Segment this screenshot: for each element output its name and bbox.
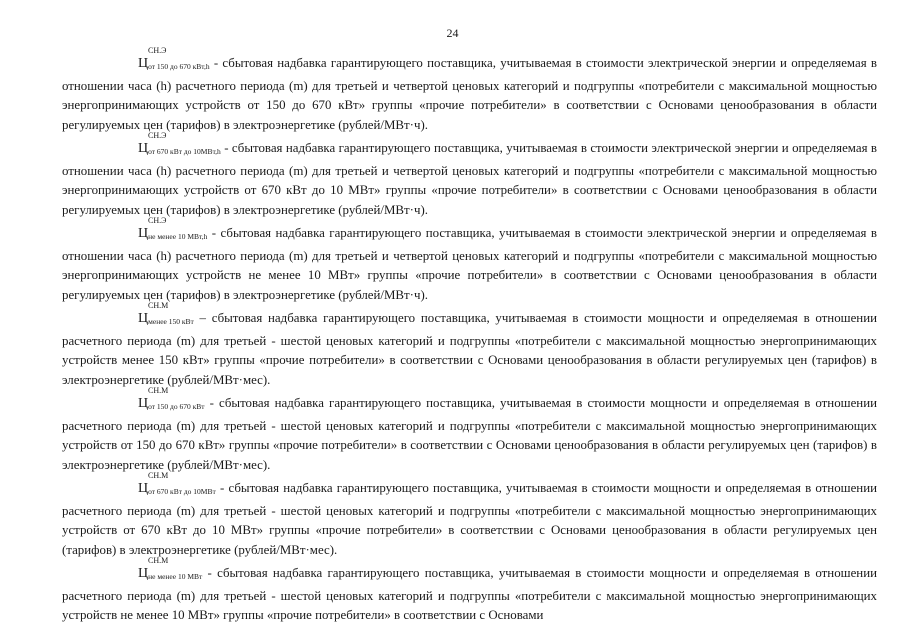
symbol-base: Ц [138,56,149,71]
definition-paragraph [62,46,877,135]
symbol-base: Ц [138,396,149,411]
symbol-subscript: от 150 до 670 кВт,h [148,62,210,71]
formula-symbol [100,46,210,77]
page-number: 24 [446,26,459,40]
symbol-superscript: СН.Э [148,131,167,140]
symbol-superscript: СН.М [148,386,169,395]
definition-paragraph [62,216,877,305]
symbol-base: Ц [138,566,149,581]
symbol-base: Ц [138,141,149,156]
definition-text: - сбытовая надбавка гарантирующего поставщика, учитываемая в стоимости электрической энергии и определяемая в отношении часа (h) расчетного периода (m) для третьей и четвертой ценовых категорий и подгруппы «потребители с максимальной мощностью энергопринимающих устройств не менее 10 МВт» группы «прочие потребители» в соответствии с Основами ценообразования в области регулируемых цен (тарифов) в электроэнергетике (рублей/МВт·ч). [62,226,877,302]
symbol-subscript: не менее 10 МВт,h [148,232,208,241]
definition-text: – сбытовая надбавка гарантирующего поставщика, учитываемая в стоимости мощности и определяемая в отношении расчетного периода (m) для третьей - шестой ценовых категорий и подгруппы «потребители с максимальной мощностью энергопринимающих устройств менее 150 кВт» группы «прочие потребители» в соответствии с Основами ценообразования в области регулируемых цен (тарифов) в электроэнергетике (рублей/МВт·мес). [62,311,877,387]
formula-symbol [100,301,194,332]
formula-symbol [100,216,208,247]
symbol-base: Ц [138,311,149,326]
definition-paragraph [62,301,877,390]
definition-paragraph [62,131,877,220]
definition-text: - сбытовая надбавка гарантирующего поставщика, учитываемая в стоимости мощности и определяемая в отношении расчетного периода (m) для третьей - шестой ценовых категорий и подгруппы «потребители с максимальной мощностью энергопринимающих устройств от 670 кВт до 10 МВт» группы «прочие потребители» в соответствии с Основами ценообразования в области регулируемых цен (тарифов) в электроэнергетике (рублей/МВт·мес). [62,481,877,557]
symbol-superscript: СН.Э [148,46,167,55]
definition-text: - сбытовая надбавка гарантирующего поставщика, учитываемая в стоимости мощности и определяемая в отношении расчетного периода (m) для третьей - шестой ценовых категорий и подгруппы «потребители с максимальной мощностью энергопринимающих устройств не менее 10 МВт» группы «прочие потребители» в соответствии с Основами [62,566,877,622]
document-body [62,46,877,626]
formula-symbol [100,131,221,162]
symbol-superscript: СН.Э [148,216,167,225]
symbol-base: Ц [138,481,149,496]
symbol-subscript: менее 150 кВт [148,317,194,326]
definition-paragraph [62,386,877,475]
definition-paragraph [62,471,877,560]
definition-text: - сбытовая надбавка гарантирующего поставщика, учитываемая в стоимости электрической энергии и определяемая в отношении часа (h) расчетного периода (m) для третьей и четвертой ценовых категорий и подгруппы «потребители с максимальной мощностью энергопринимающих устройств от 670 кВт до 10 МВт» группы «прочие потребители» в соответствии с Основами ценообразования в области регулируемых цен (тарифов) в электроэнергетике (рублей/МВт·ч). [62,141,877,217]
formula-symbol [100,556,203,587]
definition-text: - сбытовая надбавка гарантирующего поставщика, учитываемая в стоимости мощности и определяемая в отношении расчетного периода (m) для третьей - шестой ценовых категорий и подгруппы «потребители с максимальной мощностью энергопринимающих устройств от 150 до 670 кВт» группы «прочие потребители» в соответствии с Основами ценообразования в области регулируемых цен (тарифов) в электроэнергетике (рублей/МВт·мес). [62,396,877,472]
symbol-superscript: СН.М [148,301,169,310]
definition-paragraph [62,556,877,626]
symbol-subscript: не менее 10 МВт [148,572,203,581]
symbol-subscript: от 670 кВт до 10МВт,h [148,147,221,156]
symbol-subscript: от 150 до 670 кВт [148,402,205,411]
symbol-base: Ц [138,226,149,241]
symbol-superscript: СН.М [148,471,169,480]
definition-text: - сбытовая надбавка гарантирующего поставщика, учитываемая в стоимости электрической энергии и определяемая в отношении часа (h) расчетного периода (m) для третьей и четвертой ценовых категорий и подгруппы «потребители с максимальной мощностью энергопринимающих устройств от 150 до 670 кВт» группы «прочие потребители» в соответствии с Основами ценообразования в области регулируемых цен (тарифов) в электроэнергетике (рублей/МВт·ч). [62,56,877,132]
formula-symbol [100,386,205,417]
symbol-superscript: СН.М [148,556,169,565]
formula-symbol [100,471,216,502]
symbol-subscript: от 670 кВт до 10МВт [148,487,216,496]
